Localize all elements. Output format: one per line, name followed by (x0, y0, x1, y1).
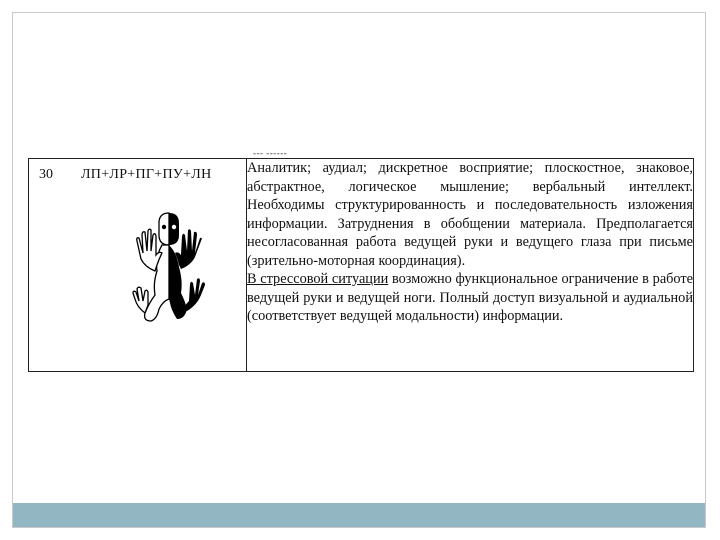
profile-code: ЛП+ЛР+ПГ+ПУ+ЛН (81, 167, 212, 182)
row-number: 30 (39, 167, 53, 182)
profile-code-cell (29, 159, 247, 372)
stress-paragraph (247, 270, 693, 326)
cut-off-header-text: --- ------ (253, 148, 288, 158)
profile-table (28, 158, 694, 372)
table-row (29, 159, 694, 372)
stress-paragraph-text: возможно функциональное ограничение в работе ведущей руки и ведущей ноги. Полный доступ визуальной и аудиальной (соответствует ведущей модальности) информации. (247, 271, 693, 324)
slide-bottom-bar (13, 503, 705, 527)
profile-description-cell (247, 159, 694, 372)
description-paragraph: Аналитик; аудиал; дискретное восприятие; плоскостное, знаковое, абстрактное, логическое мышление; вербальный интеллект. Необходимы структурированность и последовательность изложения информации. Затруднения в обобщении материала. Предполагается несогласованная работа ведущей руки и ведущего глаза при письме (зрительно-моторная координация). (247, 160, 693, 269)
brain-lateral-profile-figure-icon (115, 209, 225, 329)
stress-situation-phrase: В стрессовой ситуации (247, 271, 389, 287)
